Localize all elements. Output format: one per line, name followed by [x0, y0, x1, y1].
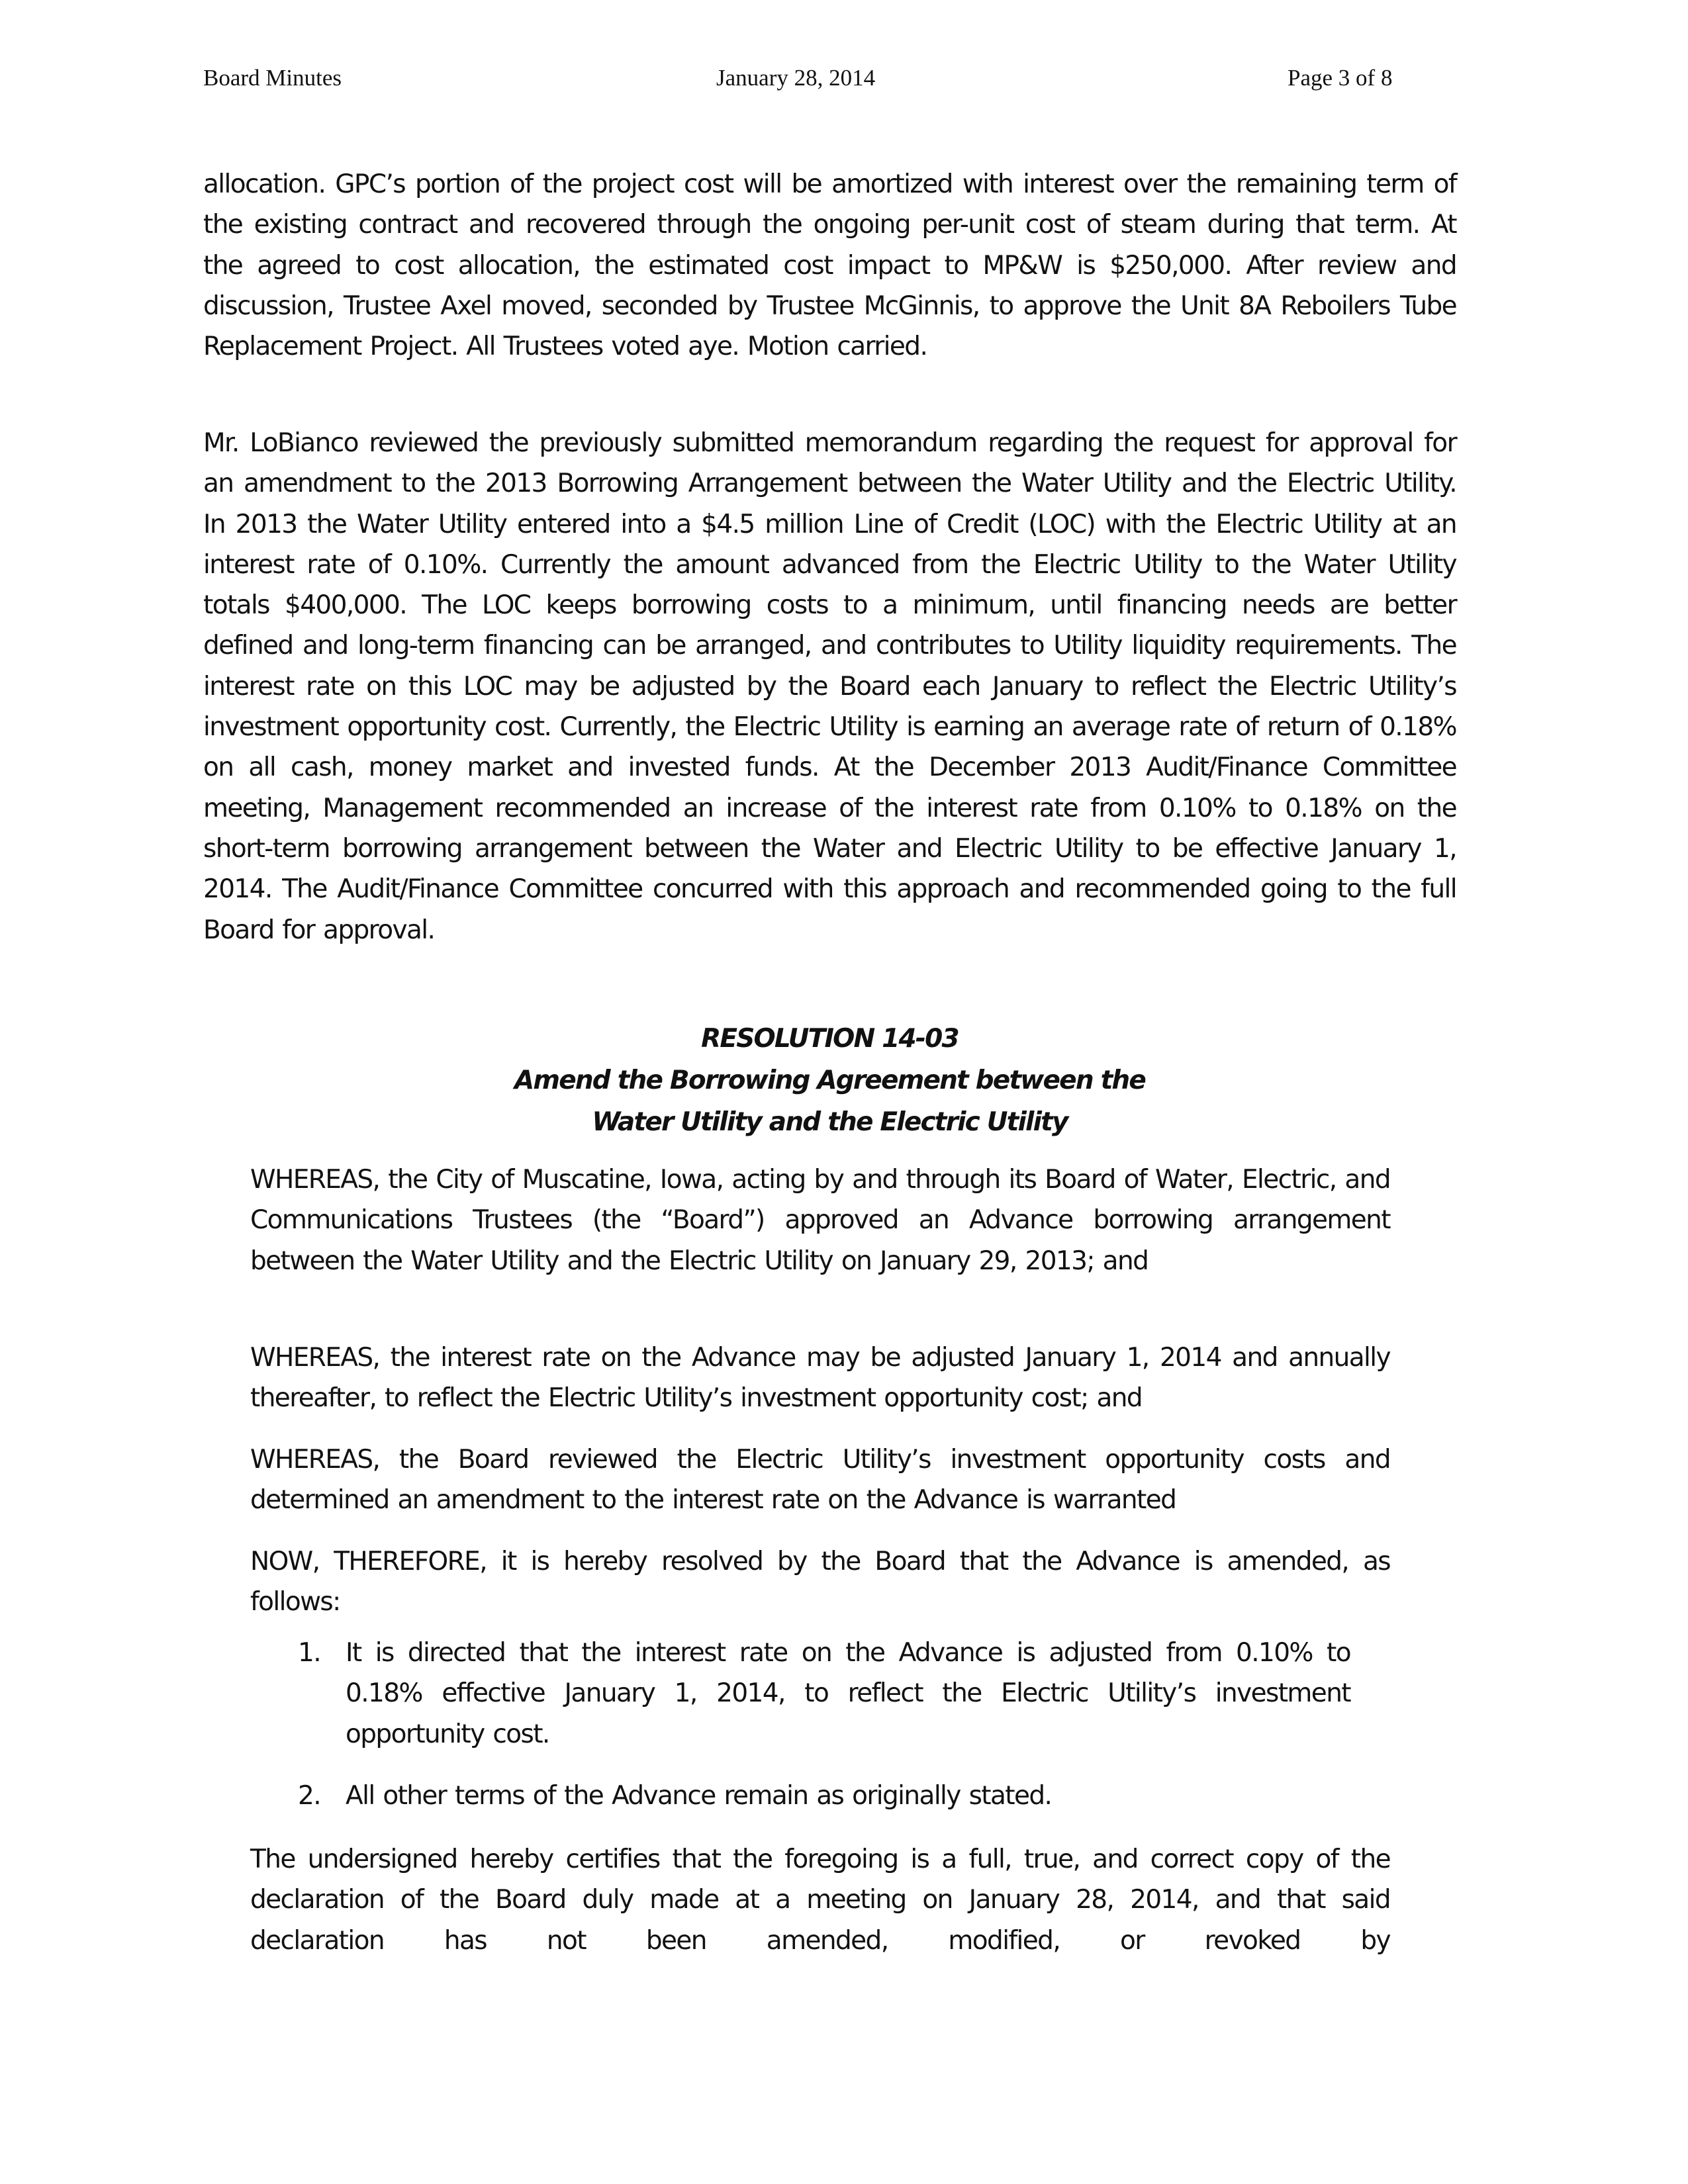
- list-item-text: It is directed that the interest rate on the Advance is adjusted from 0.10% to 0.18% effective January 1, 2014, to reflect the Electric Utility’s investment opportunity cost.: [346, 1638, 1350, 1749]
- now-therefore-clause: [250, 1541, 1390, 1623]
- certification-paragraph: [250, 1839, 1390, 1961]
- list-item-text: All other terms of the Advance remain as originally stated.: [346, 1781, 1052, 1811]
- whereas-text: WHEREAS, the Board reviewed the Electric Utility’s investment opportunity costs and determined an amendment to the interest rate on the Advance is warranted: [250, 1445, 1390, 1516]
- header-doc-title: Board Minutes: [203, 65, 342, 91]
- now-therefore-text: NOW, THEREFORE, it is hereby resolved by the Board that the Advance is amended, as follows:: [250, 1547, 1390, 1617]
- resolution-list-item: [298, 1633, 1350, 1754]
- paragraph-text: Mr. LoBianco reviewed the previously submitted memorandum regarding the request for approval for an amendment to the 2013 Borrowing Arrangement between the Water Utility and the Electric Utility. In 2013 the Water Utility entered into a $4.5 million Line of Credit (LOC) with the Electric Utility at an interest rate of 0.10%. Currently the amount advanced from the Electric Utility to the Water Utility totals $400,000. The LOC keeps borrowing costs to a minimum, until financing needs are better defined and long-term financing can be arranged, and contributes to Utility liquidity requirements. The interest rate on this LOC may be adjusted by the Board each January to reflect the Electric Utility’s investment opportunity cost. Currently, the Electric Utility is earning an average rate of return of 0.18% on all cash, money market and invested funds. At the December 2013 Audit/Finance Committee meeting, Management recommended an increase of the interest rate from 0.10% to 0.18% on the short-term borrowing arrangement between the Water and Electric Utility to be effective January 1, 2014. The Audit/Finance Committee concurred with this approach and recommended going to the full Board for approval.: [203, 428, 1456, 945]
- whereas-text: WHEREAS, the City of Muscatine, Iowa, acting by and through its Board of Water, Electric, and Communications Trustees (the “Board”) approved an Advance borrowing arrangement between the Water Utility and the Electric Utility on January 29, 2013; and: [250, 1165, 1390, 1276]
- header-date: January 28, 2014: [716, 65, 876, 91]
- resolution-title-line2: Water Utility and the Electric Utility: [592, 1107, 1068, 1137]
- list-item-number: 2.: [298, 1781, 321, 1811]
- certification-text: The undersigned hereby certifies that the foregoing is a full, true, and correct copy of the declaration of the Board duly made at a meeting on January 28, 2014, and that said declaration has not been amended, modified, or revoked by: [250, 1844, 1390, 1956]
- paragraph-text: allocation. GPC’s portion of the project cost will be amortized with interest over the remaining term of the existing contract and recovered through the ongoing per-unit cost of steam during that term. At the agreed to cost allocation, the estimated cost impact to MP&W is $250,000. After review and discussion, Trustee Axel moved, seconded by Trustee McGinnis, to approve the Unit 8A Reboilers Tube Replacement Project. All Trustees voted aye. Motion carried.: [203, 169, 1456, 362]
- whereas-clause-2: [250, 1338, 1390, 1419]
- resolution-number: RESOLUTION 14-03: [701, 1024, 959, 1054]
- whereas-text: WHEREAS, the interest rate on the Advance may be adjusted January 1, 2014 and annually thereafter, to reflect the Electric Utility’s investment opportunity cost; and: [250, 1343, 1390, 1414]
- list-item-number: 1.: [298, 1638, 321, 1668]
- resolution-title-line1: Amend the Borrowing Agreement between the: [514, 1066, 1146, 1095]
- resolution-list-item: [298, 1776, 1350, 1816]
- header-page-number: Page 3 of 8: [1288, 65, 1393, 91]
- paragraph-borrowing-memo: [203, 423, 1456, 950]
- whereas-clause-1: [250, 1160, 1390, 1281]
- whereas-clause-3: [250, 1439, 1390, 1521]
- paragraph-project-approval: [203, 164, 1456, 367]
